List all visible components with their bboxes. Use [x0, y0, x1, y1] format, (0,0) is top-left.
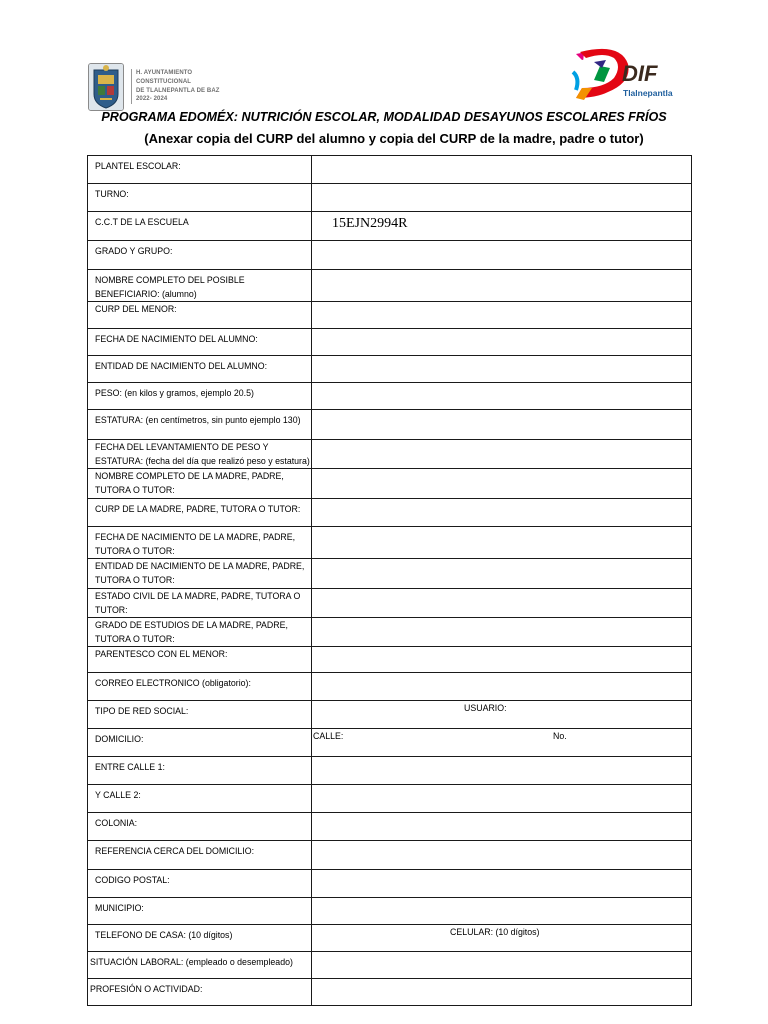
- form-row: [88, 952, 692, 979]
- profesion-field[interactable]: [312, 979, 692, 1006]
- form-row: [88, 841, 692, 870]
- field-label: TELEFONO DE CASA: (10 dígitos): [88, 925, 312, 952]
- form-row: [88, 559, 692, 589]
- form-row: [88, 898, 692, 925]
- field-label: CODIGO POSTAL:: [88, 870, 312, 898]
- entre-calle-1-field[interactable]: [312, 757, 692, 785]
- peso-field[interactable]: [312, 383, 692, 410]
- turno-field[interactable]: [312, 184, 692, 212]
- municipal-seal-icon: [88, 63, 124, 111]
- field-label: SITUACIÓN LABORAL: (empleado o desempleado): [88, 952, 312, 979]
- situacion-laboral-field[interactable]: [312, 952, 692, 979]
- form-row: [88, 356, 692, 383]
- field-label: ESTATURA: (en centímetros, sin punto ejemplo 130): [88, 410, 312, 440]
- dif-logo: [570, 44, 685, 106]
- form-row: [88, 184, 692, 212]
- red-social-field[interactable]: [312, 701, 692, 729]
- field-label: CORREO ELECTRONICO (obligatorio):: [88, 673, 312, 701]
- ayuntamiento-name: [131, 69, 236, 104]
- form-row: [88, 785, 692, 813]
- field-label: GRADO Y GRUPO:: [88, 241, 312, 270]
- form-row: [88, 440, 692, 469]
- field-label: PARENTESCO CON EL MENOR:: [88, 647, 312, 673]
- municipio-field[interactable]: [312, 898, 692, 925]
- form-row: [88, 302, 692, 329]
- numero-label: No.: [553, 731, 567, 741]
- form-row: [88, 499, 692, 527]
- field-label: FECHA DE NACIMIENTO DE LA MADRE, PADRE, TUTORA O TUTOR:: [88, 527, 312, 559]
- form-row: [88, 870, 692, 898]
- dif-logo-text: DIF: [622, 61, 658, 86]
- form-row: [88, 729, 692, 757]
- form-row: [88, 527, 692, 559]
- estatura-field[interactable]: [312, 410, 692, 440]
- curp-menor-field[interactable]: [312, 302, 692, 329]
- form-row: [88, 979, 692, 1006]
- curp-tutor-field[interactable]: [312, 499, 692, 527]
- form-row: [88, 156, 692, 184]
- entidad-nacimiento-tutor-field[interactable]: [312, 559, 692, 589]
- ayuntamiento-line: CONSTITUCIONAL: [136, 78, 192, 85]
- form-row: [88, 329, 692, 356]
- calle-label: CALLE:: [313, 731, 344, 741]
- program-title: PROGRAMA EDOMÉX: NUTRICIÓN ESCOLAR, MODALIDAD DESAYUNOS ESCOLARES FRÍOS: [101, 110, 667, 124]
- field-label: PLANTEL ESCOLAR:: [88, 156, 312, 184]
- field-label: Y CALLE 2:: [88, 785, 312, 813]
- grado-estudios-field[interactable]: [312, 618, 692, 647]
- form-row: [88, 241, 692, 270]
- cct-field[interactable]: [312, 212, 692, 241]
- field-label: REFERENCIA CERCA DEL DOMICILIO:: [88, 841, 312, 870]
- field-label: CURP DEL MENOR:: [88, 302, 312, 329]
- field-label: GRADO DE ESTUDIOS DE LA MADRE, PADRE, TUTORA O TUTOR:: [88, 618, 312, 647]
- field-label: CURP DE LA MADRE, PADRE, TUTORA O TUTOR:: [88, 499, 312, 527]
- ayuntamiento-line: DE TLALNEPANTLA DE BAZ: [136, 87, 220, 94]
- form-row: [88, 469, 692, 499]
- field-label: MUNICIPIO:: [88, 898, 312, 925]
- field-label: COLONIA:: [88, 813, 312, 841]
- form-row: [88, 757, 692, 785]
- field-label: ENTIDAD DE NACIMIENTO DEL ALUMNO:: [88, 356, 312, 383]
- parentesco-field[interactable]: [312, 647, 692, 673]
- field-label: C.C.T DE LA ESCUELA: [88, 212, 312, 241]
- field-label: PROFESIÓN O ACTIVIDAD:: [88, 979, 312, 1006]
- document-header: [0, 0, 768, 150]
- nombre-tutor-field[interactable]: [312, 469, 692, 499]
- field-label: ENTRE CALLE 1:: [88, 757, 312, 785]
- dif-city-text: Tlalnepantla: [623, 88, 673, 98]
- ayuntamiento-line: H. AYUNTAMIENTO: [136, 70, 193, 76]
- fecha-levantamiento-field[interactable]: [312, 440, 692, 469]
- referencia-domicilio-field[interactable]: [312, 841, 692, 870]
- form-row: [88, 589, 692, 618]
- form-row: [88, 383, 692, 410]
- field-label: NOMBRE COMPLETO DEL POSIBLE BENEFICIARIO: (alumno): [88, 270, 312, 302]
- entidad-nacimiento-alumno-field[interactable]: [312, 356, 692, 383]
- field-label: ESTADO CIVIL DE LA MADRE, PADRE, TUTORA O TUTOR:: [88, 589, 312, 618]
- form-row: [88, 673, 692, 701]
- calle-2-field[interactable]: [312, 785, 692, 813]
- form-row: [88, 647, 692, 673]
- form-row: [88, 270, 692, 302]
- field-label: NOMBRE COMPLETO DE LA MADRE, PADRE, TUTORA O TUTOR:: [88, 469, 312, 499]
- fecha-nacimiento-tutor-field[interactable]: [312, 527, 692, 559]
- correo-field[interactable]: [312, 673, 692, 701]
- field-label: TIPO DE RED SOCIAL:: [88, 701, 312, 729]
- grado-grupo-field[interactable]: [312, 241, 692, 270]
- field-label: PESO: (en kilos y gramos, ejemplo 20.5): [88, 383, 312, 410]
- form-row: [88, 618, 692, 647]
- celular-label: CELULAR: (10 dígitos): [450, 927, 540, 937]
- codigo-postal-field[interactable]: [312, 870, 692, 898]
- field-label: DOMICILIO:: [88, 729, 312, 757]
- form-row: [88, 410, 692, 440]
- domicilio-field[interactable]: [312, 729, 692, 757]
- form-row: [88, 212, 692, 241]
- plantel-escolar-field[interactable]: [312, 156, 692, 184]
- usuario-label: USUARIO:: [464, 703, 507, 713]
- field-label: FECHA DE NACIMIENTO DEL ALUMNO:: [88, 329, 312, 356]
- instructions-title: (Anexar copia del CURP del alumno y copia del CURP de la madre, padre o tutor): [144, 131, 644, 146]
- field-label: FECHA DEL LEVANTAMIENTO DE PESO Y ESTATURA: (fecha del día que realizó peso y estatura): [88, 440, 312, 469]
- telefono-field[interactable]: [312, 925, 692, 952]
- colonia-field[interactable]: [312, 813, 692, 841]
- nombre-beneficiario-field[interactable]: [312, 270, 692, 302]
- form-row: [88, 925, 692, 952]
- cct-value: 15EJN2994R: [332, 216, 408, 231]
- registration-form-table: [87, 155, 692, 1006]
- form-row: [88, 701, 692, 729]
- fecha-nacimiento-alumno-field[interactable]: [312, 329, 692, 356]
- field-label: TURNO:: [88, 184, 312, 212]
- estado-civil-field[interactable]: [312, 589, 692, 618]
- field-label: ENTIDAD DE NACIMIENTO DE LA MADRE, PADRE, TUTORA O TUTOR:: [88, 559, 312, 589]
- ayuntamiento-line: 2022- 2024: [136, 96, 168, 103]
- form-row: [88, 813, 692, 841]
